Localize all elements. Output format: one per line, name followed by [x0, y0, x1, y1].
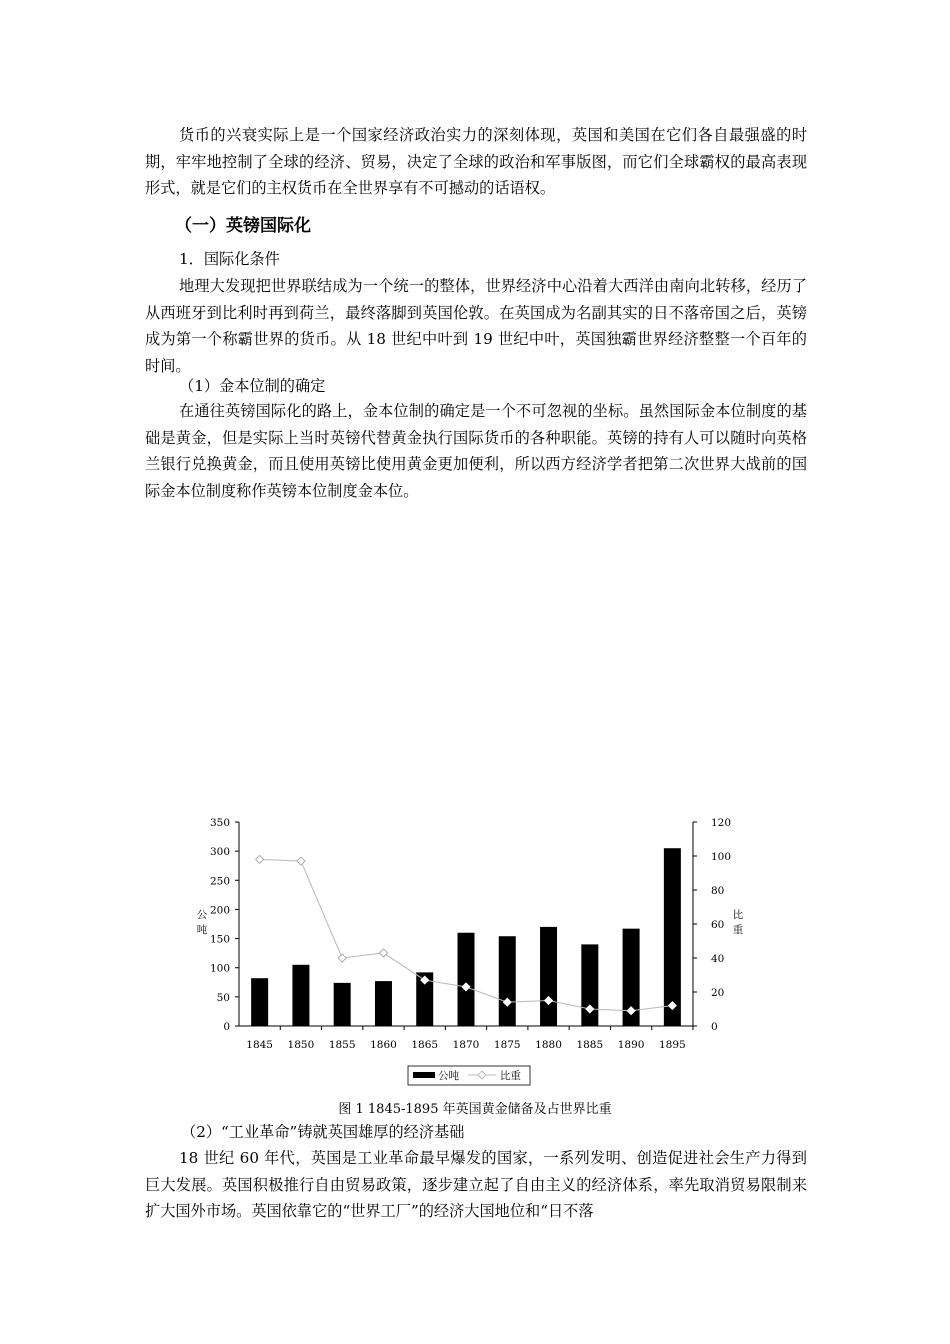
- left-axis-label-char: 公: [196, 909, 208, 921]
- x-tick-label: 1865: [411, 1039, 439, 1051]
- right-tick-label: 40: [711, 953, 725, 965]
- figure-caption: 图 1 1845-1895 年英国黄金储备及占世界比重: [338, 1102, 612, 1117]
- data-point-marker: [338, 954, 346, 962]
- x-tick-label: 1850: [287, 1039, 315, 1051]
- paragraph-industrial-revolution: 18 世纪 60 年代，英国是工业革命最早爆发的国家，一系列发明、创造促进社会生产力得到巨大发展。英国积极推行自由贸易政策，逐步建立起了自由主义的经济体系，率先取消贸易限制来扩大国外市场。英国依靠它的“世界工厂”的经济大国地位和“日不落: [145, 1149, 807, 1220]
- x-tick-label: 1890: [617, 1039, 645, 1051]
- data-point-marker: [256, 855, 264, 863]
- subsection-title-gold-standard: （1）金本位制的确定: [179, 377, 326, 395]
- bar: [292, 965, 309, 1026]
- right-axis-label-char: 重: [732, 924, 744, 936]
- paragraph-conditions: 地理大发现把世界联结成为一个统一的整体，世界经济中心沿着大西洋由南向北转移，经历了从西班牙到比利时再到荷兰，最终落脚到英国伦敦。在英国成为名副其实的日不落帝国之后，英镑成为第一个称霸世界的货币。从 18 世纪中叶到 19 世纪中叶，英国独霸世界经济整整一个百年的时间。: [145, 277, 807, 375]
- x-tick-label: 1855: [328, 1039, 356, 1051]
- right-axis-ticks: [693, 817, 731, 1033]
- right-tick-label: 20: [711, 987, 725, 999]
- right-tick-label: 80: [711, 885, 725, 897]
- bar: [251, 978, 268, 1026]
- left-tick-label: 350: [209, 817, 230, 829]
- x-tick-label: 1860: [370, 1039, 397, 1051]
- data-point-marker: [297, 857, 305, 865]
- chart-legend: [408, 1066, 530, 1085]
- left-tick-label: 200: [209, 904, 230, 917]
- x-tick-label: 1895: [658, 1039, 686, 1051]
- right-tick-label: 0: [711, 1021, 718, 1033]
- paragraph-gold-standard: 在通往英镑国际化的路上，金本位制的确定是一个不可忽视的坐标。虽然国际金本位制度的基础是黄金，但是实际上当时英镑代替黄金执行国际货币的各种职能。英镑的持有人可以随时向英格兰银行兑换黄金，而且使用英镑比使用黄金更加便利，所以西方经济学者把第二次世界大战前的国际金本位制度称作英镑本位制度金本位。: [145, 402, 807, 500]
- left-axis-ticks: [210, 817, 239, 1033]
- left-tick-label: 50: [216, 991, 230, 1004]
- x-tick-label: 1885: [576, 1039, 604, 1051]
- bar: [581, 944, 598, 1026]
- left-tick-label: 300: [209, 846, 230, 859]
- legend-line-label: 比重: [500, 1070, 521, 1082]
- bar: [499, 936, 516, 1026]
- x-tick-label: 1880: [535, 1039, 562, 1051]
- gold-reserve-chart: [196, 808, 756, 1088]
- subsection-title: 1．国际化条件: [179, 250, 280, 268]
- bar: [334, 983, 351, 1026]
- bar: [458, 933, 475, 1026]
- x-tick-label: 1870: [452, 1039, 480, 1051]
- left-tick-label: 250: [209, 875, 230, 888]
- legend-bar-swatch: [413, 1072, 435, 1078]
- right-tick-label: 120: [711, 817, 732, 829]
- section-heading: （一）英镑国际化: [175, 216, 311, 236]
- x-tick-label: 1845: [246, 1039, 274, 1051]
- bar: [375, 981, 392, 1026]
- right-tick-label: 60: [711, 919, 725, 931]
- paragraph-intro: 货币的兴衰实际上是一个国家经济政治实力的深刻体现，英国和美国在它们各自最强盛的时期，牢牢地控制了全球的经济、贸易，决定了全球的政治和军事版图，而它们全球霸权的最高表现形式，就是它们的主权货币在全世界享有不可撼动的话语权。: [145, 126, 807, 197]
- left-tick-label: 0: [223, 1021, 230, 1033]
- right-tick-label: 100: [711, 851, 732, 863]
- legend-bar-label: 公吨: [438, 1070, 459, 1082]
- left-tick-label: 150: [209, 933, 230, 946]
- bar: [540, 927, 557, 1026]
- subsection-title-industrial-revolution: （2）“工业革命”铸就英国雄厚的经济基础: [181, 1123, 465, 1141]
- x-tick-label: 1875: [493, 1039, 521, 1051]
- bar: [664, 848, 681, 1026]
- bar-series: [251, 848, 681, 1026]
- x-axis-labels: [246, 1026, 693, 1051]
- left-tick-label: 100: [209, 962, 230, 975]
- right-axis-label-char: 比: [732, 909, 744, 921]
- left-axis-label-char: 吨: [196, 924, 208, 936]
- data-point-marker: [379, 949, 387, 957]
